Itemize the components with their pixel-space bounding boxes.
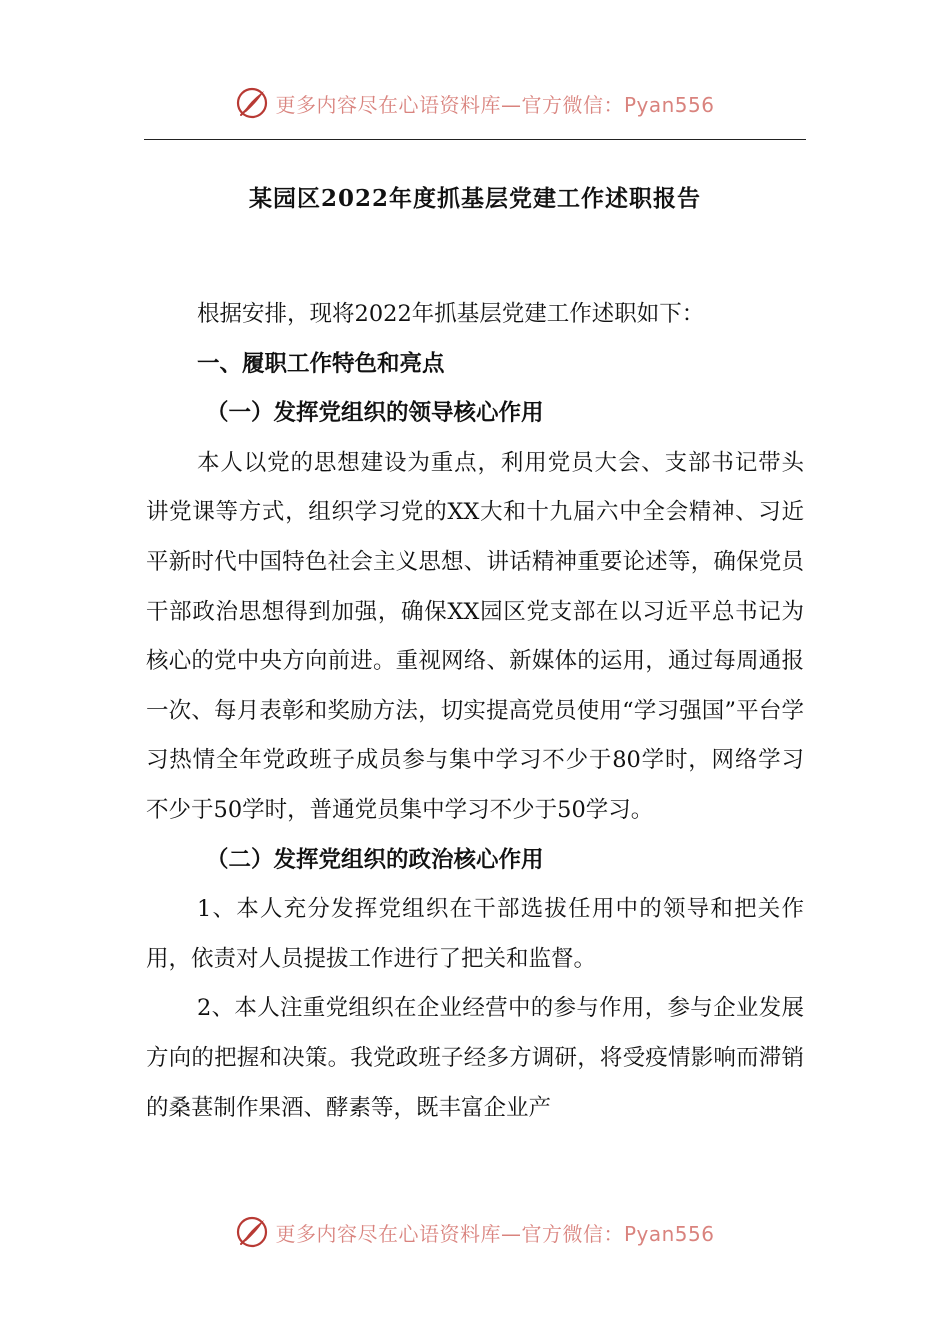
watermark-text: 更多内容尽在心语资料库—官方微信：Pyan556 — [275, 1221, 715, 1246]
body-paragraph-1: 本人以党的思想建设为重点，利用党员大会、支部书记带头讲党课等方式，组织学习党的XX大和十九届六中全会精神、习近平新时代中国特色社会主义思想、讲话精神重要论述等，确保党员干部政治思想得到加强，确保XX园区党支部在以习近平总书记为核心的党中央方向前进。重视网络、新媒体的运用，通过每周通报一次、每月表彰和奖励方法，切实提高党员使用“学习强国”平台学习热情全年党政班子成员参与集中学习不少于80学时，网络学习不少于50学时，普通党员集中学习不少于50学习。 — [146, 449, 804, 823]
subsection-heading-1: （一）发挥党组织的领导核心作用 — [206, 400, 544, 427]
quill-logo-icon — [235, 1215, 269, 1249]
section-heading-1: 一、履职工作特色和亮点 — [197, 350, 445, 377]
header-divider — [144, 139, 806, 140]
document-body — [146, 290, 804, 1133]
watermark-header — [0, 78, 950, 128]
list-item-2: 2、本人注重党组织在企业经营中的参与作用，参与企业发展方向的把握和决策。我党政班子经多方调研，将受疫情影响而滞销的桑葚制作果酒、酵素等，既丰富企业产 — [146, 995, 804, 1121]
watermark-text: 更多内容尽在心语资料库—官方微信：Pyan556 — [275, 92, 715, 117]
subsection-heading-2: （二）发挥党组织的政治核心作用 — [206, 846, 544, 873]
list-item-1: 1、本人充分发挥党组织在干部选拔任用中的领导和把关作用，依责对人员提拔工作进行了把关和监督。 — [146, 896, 804, 972]
watermark-footer — [0, 1207, 950, 1257]
document-title: 某园区2022年度抓基层党建工作述职报告 — [248, 185, 701, 212]
quill-logo-icon — [235, 86, 269, 120]
intro-paragraph: 根据安排，现将2022年抓基层党建工作述职如下： — [197, 301, 705, 327]
